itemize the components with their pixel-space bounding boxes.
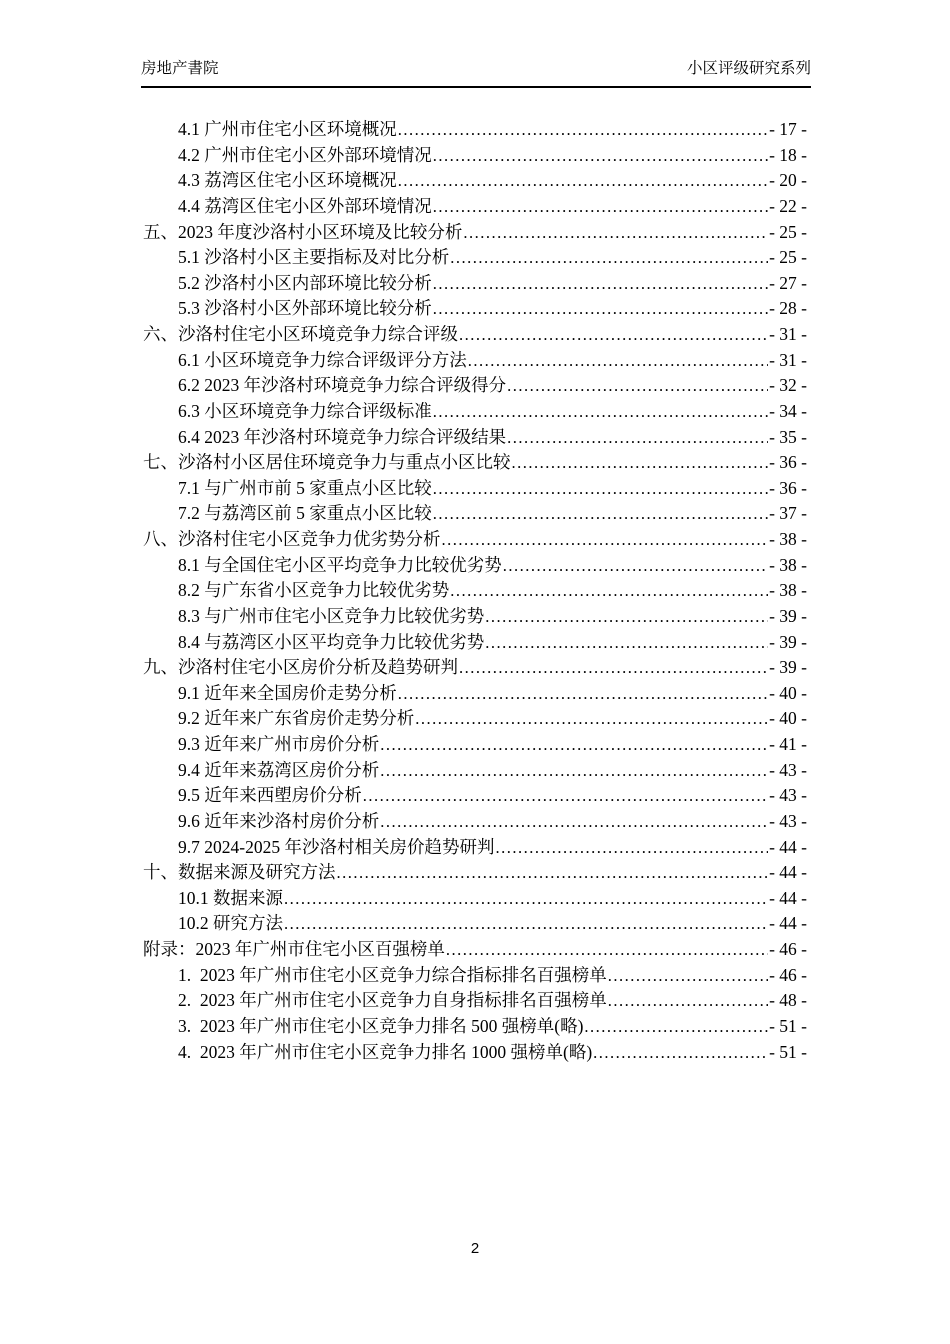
toc-entry-label: 十、数据来源及研究方法 <box>143 862 336 883</box>
toc-page-number: - 37 - <box>769 503 807 524</box>
toc-page-number: - 40 - <box>769 708 807 729</box>
toc-dot-leader <box>503 553 768 579</box>
toc-entry[interactable] <box>143 706 807 732</box>
toc-page-number: - 40 - <box>769 682 807 703</box>
table-of-contents <box>143 117 807 1065</box>
toc-page-number: - 36 - <box>769 452 807 473</box>
toc-dot-leader <box>380 758 768 784</box>
toc-dot-leader <box>593 1040 768 1066</box>
toc-page-number: - 25 - <box>769 221 807 242</box>
toc-page-number: - 43 - <box>769 759 807 780</box>
toc-page-number: - 51 - <box>769 1041 807 1062</box>
toc-entry-label: 9.7 2024-2025 年沙洛村相关房价趋势研判 <box>178 836 495 857</box>
toc-entry-label: 9.5 近年来西塱房价分析 <box>178 785 362 806</box>
toc-entry-label: 5.2 沙洛村小区内部环境比较分析 <box>178 272 432 293</box>
toc-entry[interactable] <box>143 271 807 297</box>
toc-entry-label: 10.1 数据来源 <box>178 887 283 908</box>
toc-entry[interactable] <box>143 194 807 220</box>
toc-page-number: - 44 - <box>769 913 807 934</box>
toc-entry[interactable] <box>143 245 807 271</box>
toc-dot-leader <box>463 220 768 246</box>
toc-page-number: - 31 - <box>769 324 807 344</box>
toc-entry-label: 5.3 沙洛村小区外部环境比较分析 <box>178 298 432 319</box>
toc-dot-leader <box>284 886 768 912</box>
toc-entry-label: 6.3 小区环境竞争力综合评级标准 <box>178 400 432 421</box>
toc-page-number: - 38 - <box>769 529 807 549</box>
page-footer <box>0 1240 950 1257</box>
toc-entry-label: 6.2 2023 年沙洛村环境竞争力综合评级得分 <box>178 375 507 396</box>
toc-dot-leader <box>398 681 768 707</box>
toc-dot-leader <box>608 963 768 989</box>
toc-entry-label: 九、沙洛村住宅小区房价分析及趋势研判 <box>143 657 458 678</box>
toc-entry-label: 7.2 与荔湾区前 5 家重点小区比较 <box>178 503 432 524</box>
toc-entry[interactable] <box>143 604 807 630</box>
toc-page-number: - 44 - <box>769 862 807 883</box>
toc-dot-leader <box>507 425 768 451</box>
toc-page-number: - 39 - <box>769 605 807 626</box>
toc-entry[interactable] <box>143 732 807 758</box>
toc-dot-leader <box>584 1014 768 1040</box>
toc-page-number: - 43 - <box>769 785 807 806</box>
toc-entry[interactable] <box>143 168 807 194</box>
toc-page-number: - 44 - <box>769 836 807 857</box>
toc-dot-leader <box>363 783 768 809</box>
toc-dot-leader <box>433 476 768 502</box>
header-left-text: 房地产書院 <box>141 60 219 77</box>
toc-entry[interactable] <box>143 501 807 527</box>
toc-dot-leader <box>337 860 769 886</box>
toc-dot-leader <box>398 117 768 143</box>
toc-entry-label: 7.1 与广州市前 5 家重点小区比较 <box>178 477 432 498</box>
toc-page-number: - 25 - <box>769 247 807 268</box>
toc-entry-label: 附录：2023 年广州市住宅小区百强榜单 <box>143 939 445 959</box>
toc-page-number: - 35 - <box>769 426 807 447</box>
toc-page-number: - 18 - <box>769 144 807 165</box>
footer-page-number: 2 <box>470 1240 480 1257</box>
toc-page-number: - 44 - <box>769 887 807 908</box>
toc-dot-leader <box>446 937 768 963</box>
toc-entry[interactable] <box>143 450 807 476</box>
toc-entry[interactable] <box>143 578 807 604</box>
toc-entry-label: 八、沙洛村住宅小区竞争力优劣势分析 <box>143 529 441 549</box>
toc-dot-leader <box>495 835 768 861</box>
toc-entry[interactable] <box>143 655 807 681</box>
toc-dot-leader <box>468 348 768 374</box>
toc-page-number: - 38 - <box>769 580 807 601</box>
toc-entry[interactable] <box>143 553 807 579</box>
toc-entry[interactable] <box>143 963 807 989</box>
toc-page-number: - 20 - <box>769 170 807 191</box>
toc-dot-leader <box>380 809 768 835</box>
toc-entry[interactable] <box>143 911 807 937</box>
toc-dot-leader <box>433 399 768 425</box>
toc-entry-label: 4.3 荔湾区住宅小区环境概况 <box>178 170 397 191</box>
toc-entry-label: 10.2 研究方法 <box>178 913 283 934</box>
toc-page-number: - 32 - <box>769 375 807 396</box>
toc-dot-leader <box>380 732 768 758</box>
toc-dot-leader <box>450 578 768 604</box>
toc-entry[interactable] <box>143 373 807 399</box>
toc-entry[interactable] <box>143 835 807 861</box>
toc-page-number: - 48 - <box>769 990 807 1011</box>
toc-page-number: - 27 - <box>769 272 807 293</box>
toc-entry-label: 5.1 沙洛村小区主要指标及对比分析 <box>178 247 450 268</box>
toc-entry[interactable] <box>143 143 807 169</box>
toc-entry-label: 8.3 与广州市住宅小区竞争力比较优劣势 <box>178 605 485 626</box>
toc-page-number: - 36 - <box>769 477 807 498</box>
toc-entry[interactable] <box>143 296 807 322</box>
toc-entry-label: 9.4 近年来荔湾区房价分析 <box>178 759 380 780</box>
toc-page-number: - 51 - <box>769 1015 807 1036</box>
toc-entry-label: 9.1 近年来全国房价走势分析 <box>178 682 397 703</box>
toc-dot-leader <box>433 271 768 297</box>
toc-entry[interactable] <box>143 681 807 707</box>
toc-entry[interactable] <box>143 630 807 656</box>
toc-dot-leader <box>485 604 768 630</box>
toc-dot-leader <box>485 630 768 656</box>
toc-page-number: - 46 - <box>769 939 807 959</box>
toc-entry[interactable] <box>143 399 807 425</box>
toc-page-number: - 31 - <box>769 349 807 370</box>
toc-entry-label: 8.2 与广东省小区竞争力比较优劣势 <box>178 580 450 601</box>
toc-dot-leader <box>398 168 768 194</box>
toc-entry[interactable] <box>143 860 807 886</box>
toc-entry-label: 五、2023 年度沙洛村小区环境及比较分析 <box>143 221 463 242</box>
toc-dot-leader <box>433 143 768 169</box>
toc-dot-leader <box>512 450 769 476</box>
toc-dot-leader <box>459 655 768 681</box>
toc-page-number: - 38 - <box>769 554 807 575</box>
toc-entry[interactable] <box>143 322 807 348</box>
toc-dot-leader <box>459 322 768 348</box>
toc-entry-label: 3. 2023 年广州市住宅小区竞争力排名 500 强榜单(略) <box>178 1015 584 1036</box>
toc-entry-label: 六、沙洛村住宅小区环境竞争力综合评级 <box>143 324 458 344</box>
toc-entry[interactable] <box>143 937 807 963</box>
toc-entry-label: 4.4 荔湾区住宅小区外部环境情况 <box>178 195 432 216</box>
toc-dot-leader <box>442 527 769 553</box>
toc-entry[interactable] <box>143 425 807 451</box>
toc-entry-label: 七、沙洛村小区居住环境竞争力与重点小区比较 <box>143 452 511 473</box>
toc-page-number: - 43 - <box>769 810 807 831</box>
toc-entry[interactable] <box>143 348 807 374</box>
toc-entry-label: 4.1 广州市住宅小区环境概况 <box>178 119 397 139</box>
toc-page-number: - 17 - <box>769 119 807 139</box>
toc-entry-label: 4.2 广州市住宅小区外部环境情况 <box>178 144 432 165</box>
toc-dot-leader <box>450 245 768 271</box>
page-header <box>141 58 811 88</box>
toc-entry-label: 6.4 2023 年沙洛村环境竞争力综合评级结果 <box>178 426 507 447</box>
toc-page-number: - 34 - <box>769 400 807 421</box>
toc-page-number: - 39 - <box>769 631 807 652</box>
toc-entry-label: 6.1 小区环境竞争力综合评级评分方法 <box>178 349 467 370</box>
toc-entry[interactable] <box>143 758 807 784</box>
header-right-text: 小区评级研究系列 <box>686 60 811 77</box>
toc-entry[interactable] <box>143 1040 807 1066</box>
toc-entry[interactable] <box>143 783 807 809</box>
toc-entry-label: 9.3 近年来广州市房价分析 <box>178 734 380 754</box>
toc-entry-label: 2. 2023 年广州市住宅小区竞争力自身指标排名百强榜单 <box>178 990 607 1011</box>
toc-entry[interactable] <box>143 886 807 912</box>
toc-dot-leader <box>433 501 768 527</box>
toc-entry-label: 8.1 与全国住宅小区平均竞争力比较优劣势 <box>178 554 502 575</box>
toc-dot-leader <box>433 296 768 322</box>
toc-entry[interactable] <box>143 809 807 835</box>
toc-page-number: - 39 - <box>769 657 807 678</box>
toc-dot-leader <box>507 373 768 399</box>
toc-entry[interactable] <box>143 988 807 1014</box>
toc-page-number: - 22 - <box>769 195 807 216</box>
toc-dot-leader <box>433 194 768 220</box>
toc-entry[interactable] <box>143 476 807 502</box>
toc-entry-label: 1. 2023 年广州市住宅小区竞争力综合指标排名百强榜单 <box>178 964 607 985</box>
toc-entry[interactable] <box>143 527 807 553</box>
toc-dot-leader <box>415 706 768 732</box>
toc-entry[interactable] <box>143 1014 807 1040</box>
toc-entry-label: 9.6 近年来沙洛村房价分析 <box>178 810 380 831</box>
toc-entry-label: 4. 2023 年广州市住宅小区竞争力排名 1000 强榜单(略) <box>178 1041 593 1062</box>
toc-page-number: - 41 - <box>769 734 807 754</box>
toc-entry-label: 8.4 与荔湾区小区平均竞争力比较优劣势 <box>178 631 485 652</box>
toc-dot-leader <box>608 988 768 1014</box>
toc-page-number: - 46 - <box>769 964 807 985</box>
toc-entry-label: 9.2 近年来广东省房价走势分析 <box>178 708 415 729</box>
toc-entry[interactable] <box>143 117 807 143</box>
toc-page-number: - 28 - <box>769 298 807 319</box>
toc-entry[interactable] <box>143 220 807 246</box>
toc-dot-leader <box>284 911 768 937</box>
